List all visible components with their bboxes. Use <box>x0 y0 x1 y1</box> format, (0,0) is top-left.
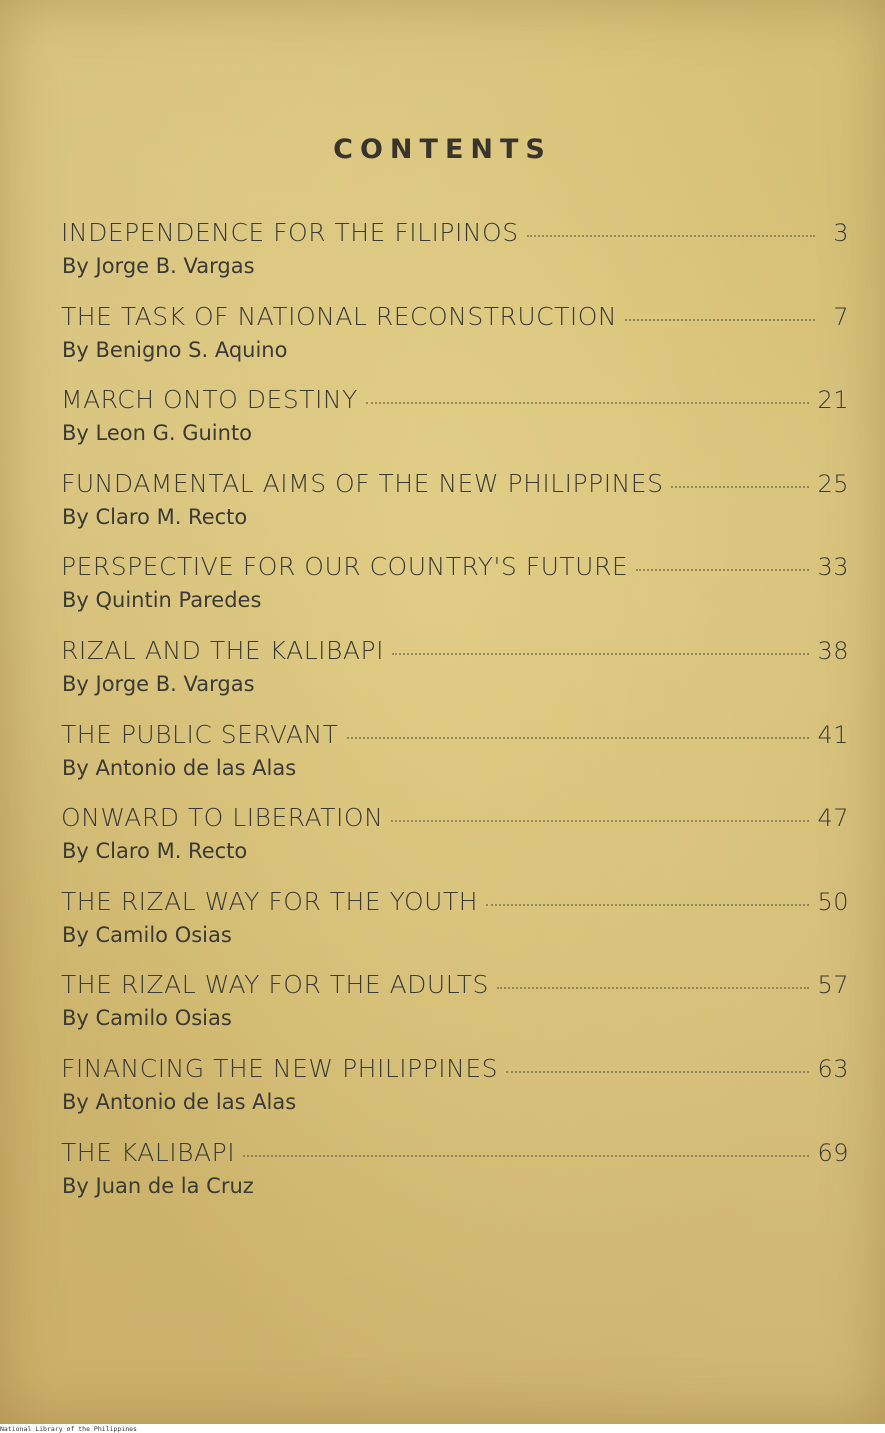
toc-entry-title: PERSPECTIVE FOR OUR COUNTRY'S FUTURE <box>61 552 629 582</box>
toc-entry-page-number: 7 <box>833 302 849 331</box>
toc-entry-page-number: 38 <box>817 636 849 665</box>
toc-entry-line <box>61 302 849 336</box>
toc-entry <box>61 469 849 553</box>
dot-leader <box>527 235 815 237</box>
toc-entry-title: THE TASK OF NATIONAL RECONSTRUCTION <box>61 301 618 331</box>
dot-leader <box>625 319 815 321</box>
toc-entry <box>61 302 849 386</box>
toc-entry <box>61 720 849 804</box>
toc-entry-title: INDEPENDENCE FOR THE FILIPINOS <box>61 218 519 247</box>
toc-entry-line <box>61 552 849 586</box>
toc-entry-line <box>61 385 849 419</box>
toc-entry-author: By Quintin Paredes <box>62 588 262 613</box>
dot-leader <box>347 737 810 739</box>
toc-entry-line <box>61 469 849 503</box>
toc-entry-line <box>61 720 849 754</box>
toc-entry-page-number: 41 <box>817 720 849 749</box>
dot-leader <box>671 486 809 488</box>
toc-entry-author: By Antonio de las Alas <box>62 755 297 780</box>
toc-entry <box>61 1054 849 1138</box>
dot-leader <box>366 402 810 404</box>
toc-entry <box>61 636 849 720</box>
toc-entry <box>61 887 849 971</box>
dot-leader <box>497 987 810 989</box>
dot-leader <box>486 904 809 906</box>
toc-entry-title: ONWARD TO LIBERATION <box>61 803 384 833</box>
toc-entry-title: THE RIZAL WAY FOR THE YOUTH <box>61 886 479 916</box>
dot-leader <box>243 1155 809 1157</box>
contents-heading: CONTENTS <box>333 134 552 165</box>
toc-entry-line <box>61 970 849 1004</box>
toc-entry-author: By Jorge B. Vargas <box>62 254 255 278</box>
toc-entry-author: By Juan de la Cruz <box>62 1173 254 1198</box>
toc-entry-title: THE RIZAL WAY FOR THE ADULTS <box>61 970 489 1000</box>
toc-entry-page-number: 50 <box>817 887 849 916</box>
toc-entry-title: MARCH ONTO DESTINY <box>61 385 358 415</box>
toc-entry-author: By Claro M. Recto <box>62 504 248 529</box>
toc-entry-author: By Camilo Osias <box>62 922 232 947</box>
toc-entry-line <box>61 1138 849 1172</box>
toc-entry-author: By Leon G. Guinto <box>62 421 253 446</box>
toc-entry-title: FINANCING THE NEW PHILIPPINES <box>61 1053 499 1083</box>
library-credit: National Library of the Philippines <box>0 1425 137 1433</box>
toc-entry-page-number: 57 <box>817 971 849 1000</box>
toc-entry-line <box>61 887 849 921</box>
dot-leader <box>391 820 809 822</box>
toc-entry-line <box>61 1054 849 1088</box>
toc-entry-title: THE KALIBAPI <box>61 1137 236 1167</box>
dot-leader <box>392 653 810 655</box>
toc-entry-author: By Claro M. Recto <box>62 839 248 864</box>
toc-entry-line <box>61 636 849 670</box>
toc-entry-title: RIZAL AND THE KALIBAPI <box>61 635 384 665</box>
toc-entry-title: THE PUBLIC SERVANT <box>61 719 339 749</box>
dot-leader <box>506 1071 809 1073</box>
toc-entry-page-number: 47 <box>817 804 849 833</box>
toc-entry-line <box>61 218 849 252</box>
toc-entry-page-number: 21 <box>817 386 849 415</box>
toc-entry-page-number: 69 <box>817 1138 849 1167</box>
toc-entry-page-number: 33 <box>817 553 849 582</box>
toc-entry <box>61 803 849 887</box>
toc-entry <box>61 218 849 302</box>
toc-entry-author: By Jorge B. Vargas <box>62 671 255 696</box>
toc-entry-page-number: 3 <box>833 219 849 247</box>
toc-entry <box>61 1138 849 1222</box>
toc-entry-author: By Benigno S. Aquino <box>62 337 288 362</box>
toc-entry-line <box>61 803 849 837</box>
toc-entry <box>61 970 849 1054</box>
table-of-contents <box>61 218 849 1221</box>
dot-leader <box>636 569 809 571</box>
toc-entry <box>61 552 849 636</box>
toc-entry-author: By Antonio de las Alas <box>62 1089 297 1114</box>
toc-entry-page-number: 25 <box>817 469 849 498</box>
toc-entry-title: FUNDAMENTAL AIMS OF THE NEW PHILIPPINES <box>61 468 664 498</box>
toc-entry-author: By Camilo Osias <box>62 1006 232 1031</box>
toc-entry-page-number: 63 <box>817 1054 849 1083</box>
toc-entry <box>61 385 849 469</box>
